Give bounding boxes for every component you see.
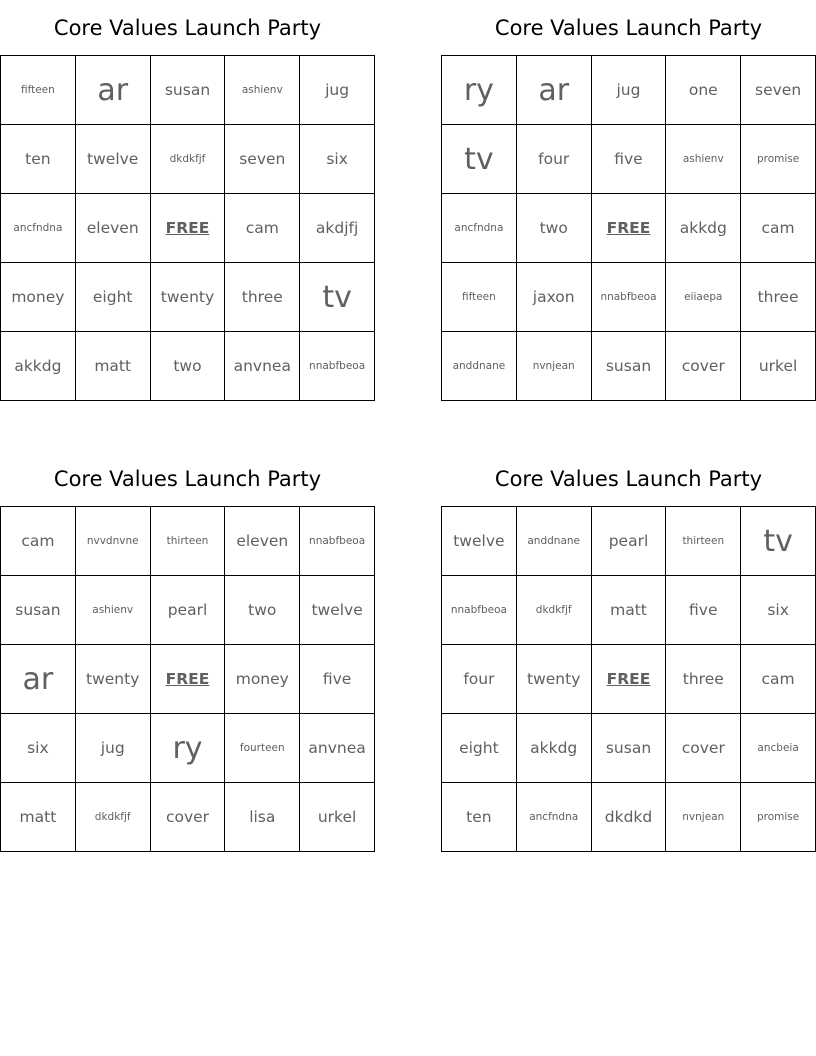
bingo-cell: fifteen	[442, 263, 517, 332]
bingo-cell: money	[225, 645, 300, 714]
bingo-cell: nnabfbeoa	[591, 263, 666, 332]
bingo-cell: cover	[666, 332, 741, 401]
bingo-card-3	[0, 451, 375, 852]
grid-row	[442, 194, 816, 263]
grid-row	[1, 714, 375, 783]
grid-row	[1, 194, 375, 263]
grid-row	[1, 332, 375, 401]
bingo-cell: dkdkfjf	[516, 576, 591, 645]
bingo-cell: ancbeia	[741, 714, 816, 783]
bingo-cell: ancfndna	[442, 194, 517, 263]
bingo-cell: twelve	[442, 507, 517, 576]
bingo-cell: twelve	[75, 125, 150, 194]
bingo-cell: twelve	[300, 576, 375, 645]
bingo-cell: thirteen	[150, 507, 225, 576]
bingo-cell: jug	[591, 56, 666, 125]
bingo-cell: cover	[150, 783, 225, 852]
bingo-cell: cam	[225, 194, 300, 263]
bingo-grid	[0, 55, 375, 401]
bingo-cell: susan	[150, 56, 225, 125]
bingo-cell: six	[300, 125, 375, 194]
bingo-cell: thirteen	[666, 507, 741, 576]
bingo-cell: ry	[150, 714, 225, 783]
bingo-cell: five	[591, 125, 666, 194]
card-title: Core Values Launch Party	[53, 467, 322, 491]
grid-row	[442, 783, 816, 852]
bingo-cell: eleven	[225, 507, 300, 576]
bingo-cell: akdjfj	[300, 194, 375, 263]
bingo-cell: cam	[741, 194, 816, 263]
bingo-cell: anddnane	[442, 332, 517, 401]
bingo-cell: ar	[516, 56, 591, 125]
bingo-cell: nvnjean	[666, 783, 741, 852]
bingo-cell: ashienv	[225, 56, 300, 125]
bingo-cell: ar	[1, 645, 76, 714]
bingo-cell: susan	[1, 576, 76, 645]
bingo-cell: six	[1, 714, 76, 783]
bingo-cell: four	[442, 645, 517, 714]
free-space: FREE	[591, 194, 666, 263]
bingo-cell: nnabfbeoa	[442, 576, 517, 645]
bingo-card-1	[0, 0, 375, 401]
bingo-grid	[0, 506, 375, 852]
bingo-cell: ar	[75, 56, 150, 125]
bingo-cell: jaxon	[516, 263, 591, 332]
bingo-cell: dkdkfjf	[150, 125, 225, 194]
grid-row	[1, 507, 375, 576]
grid-row	[442, 56, 816, 125]
bingo-cell: tv	[442, 125, 517, 194]
bingo-cell: eiiaepa	[666, 263, 741, 332]
bingo-cell: akkdg	[516, 714, 591, 783]
bingo-cell: nnabfbeoa	[300, 507, 375, 576]
grid-row	[1, 56, 375, 125]
bingo-cell: dkdkd	[591, 783, 666, 852]
bingo-cell: promise	[741, 125, 816, 194]
bingo-cell: cam	[741, 645, 816, 714]
bingo-cell: three	[741, 263, 816, 332]
card-title: Core Values Launch Party	[494, 467, 763, 491]
bingo-grid	[441, 506, 816, 852]
bingo-cell: promise	[741, 783, 816, 852]
bingo-cell: eleven	[75, 194, 150, 263]
bingo-cell: susan	[591, 714, 666, 783]
bingo-card-2	[441, 0, 816, 401]
bingo-cell: matt	[1, 783, 76, 852]
bingo-grid	[441, 55, 816, 401]
bingo-cell: nnabfbeoa	[300, 332, 375, 401]
bingo-cell: ancfndna	[1, 194, 76, 263]
bingo-cell: pearl	[150, 576, 225, 645]
bingo-cell: six	[741, 576, 816, 645]
free-space: FREE	[150, 645, 225, 714]
free-space: FREE	[591, 645, 666, 714]
bingo-cell: lisa	[225, 783, 300, 852]
bingo-cell: tv	[300, 263, 375, 332]
grid-row	[442, 645, 816, 714]
bingo-cell: jug	[300, 56, 375, 125]
bingo-cell: ten	[442, 783, 517, 852]
bingo-cell: twenty	[150, 263, 225, 332]
bingo-cell: akkdg	[1, 332, 76, 401]
bingo-cell: jug	[75, 714, 150, 783]
grid-row	[442, 576, 816, 645]
bingo-cell: two	[516, 194, 591, 263]
bingo-cell: cam	[1, 507, 76, 576]
bingo-cell: seven	[741, 56, 816, 125]
grid-row	[1, 783, 375, 852]
bingo-cell: fifteen	[1, 56, 76, 125]
bingo-cell: fourteen	[225, 714, 300, 783]
bingo-cell: dkdkfjf	[75, 783, 150, 852]
bingo-cell: anddnane	[516, 507, 591, 576]
bingo-cell: nvvdnvne	[75, 507, 150, 576]
grid-row	[442, 714, 816, 783]
grid-row	[1, 645, 375, 714]
bingo-cell: cover	[666, 714, 741, 783]
bingo-cell: seven	[225, 125, 300, 194]
bingo-cell: ten	[1, 125, 76, 194]
bingo-cell: three	[666, 645, 741, 714]
bingo-cell: ancfndna	[516, 783, 591, 852]
bingo-cell: pearl	[591, 507, 666, 576]
bingo-cell: four	[516, 125, 591, 194]
bingo-cell: ry	[442, 56, 517, 125]
bingo-cell: eight	[75, 263, 150, 332]
bingo-cell: eight	[442, 714, 517, 783]
grid-row	[1, 263, 375, 332]
grid-row	[442, 332, 816, 401]
bingo-cell: money	[1, 263, 76, 332]
bingo-cell: ashienv	[75, 576, 150, 645]
bingo-cell: matt	[591, 576, 666, 645]
bingo-card-4	[441, 451, 816, 852]
bingo-cell: nvnjean	[516, 332, 591, 401]
bingo-cell: one	[666, 56, 741, 125]
bingo-cell: akkdg	[666, 194, 741, 263]
grid-row	[442, 125, 816, 194]
grid-row	[442, 263, 816, 332]
bingo-cell: susan	[591, 332, 666, 401]
bingo-cell: ashienv	[666, 125, 741, 194]
bingo-cell: five	[666, 576, 741, 645]
bingo-cell: anvnea	[300, 714, 375, 783]
bingo-cell: urkel	[741, 332, 816, 401]
bingo-cell: five	[300, 645, 375, 714]
bingo-cell: twenty	[516, 645, 591, 714]
grid-row	[442, 507, 816, 576]
bingo-cell: two	[150, 332, 225, 401]
bingo-cell: urkel	[300, 783, 375, 852]
bingo-cell: three	[225, 263, 300, 332]
bingo-cell: two	[225, 576, 300, 645]
bingo-cell: anvnea	[225, 332, 300, 401]
grid-row	[1, 125, 375, 194]
card-title: Core Values Launch Party	[494, 16, 763, 40]
bingo-cell: tv	[741, 507, 816, 576]
bingo-cell: twenty	[75, 645, 150, 714]
card-title: Core Values Launch Party	[53, 16, 322, 40]
grid-row	[1, 576, 375, 645]
free-space: FREE	[150, 194, 225, 263]
bingo-cell: matt	[75, 332, 150, 401]
